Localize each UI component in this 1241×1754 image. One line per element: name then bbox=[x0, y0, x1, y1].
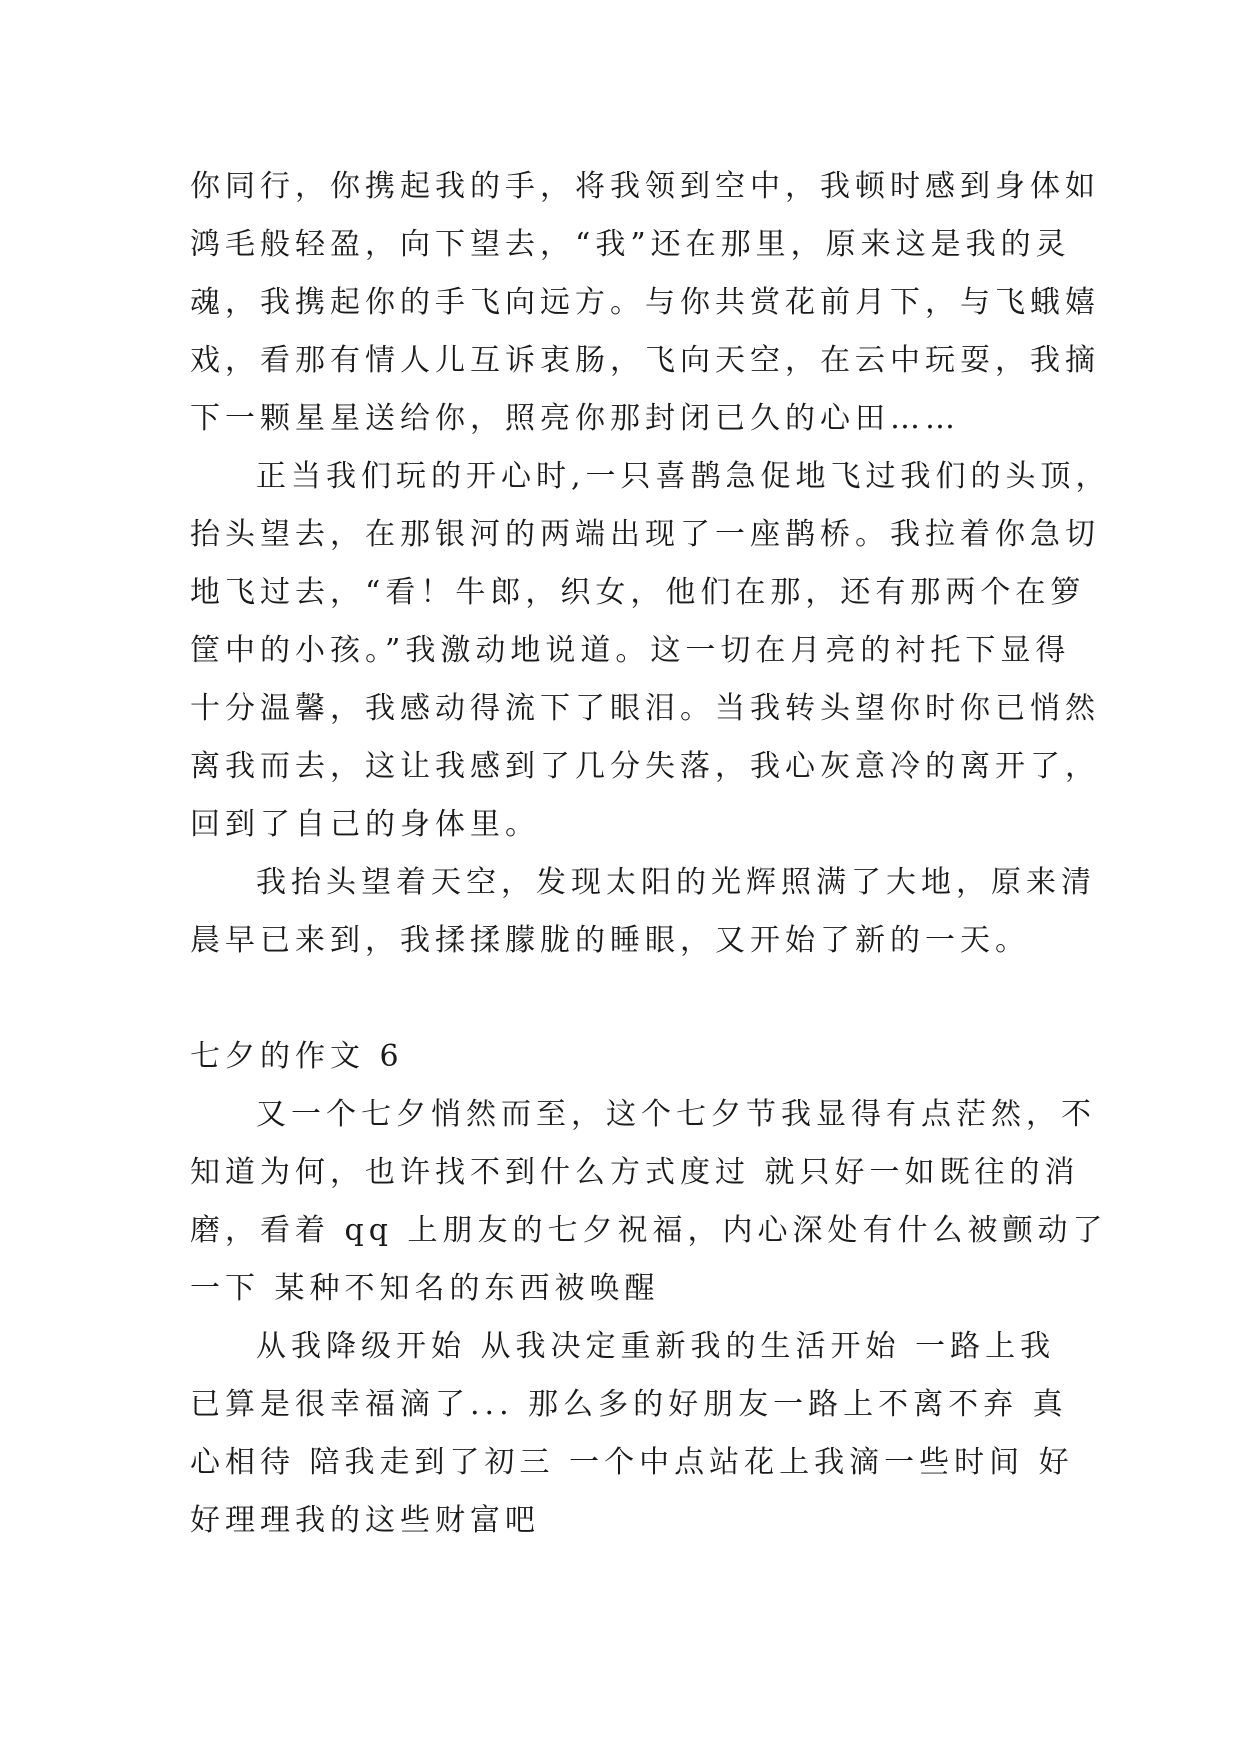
paragraph-line: 磨，看着 qq 上朋友的七夕祝福，内心深处有什么被颤动了 bbox=[190, 1213, 1108, 1248]
paragraph-line: 从我降级开始 从我决定重新我的生活开始 一路上我 bbox=[256, 1329, 1056, 1364]
paragraph-line: 戏，看那有情人儿互诉衷肠，飞向天空，在云中玩耍，我摘 bbox=[190, 343, 1100, 378]
paragraph-line: 十分温馨，我感动得流下了眼泪。当我转头望你时你已悄然 bbox=[190, 691, 1100, 726]
paragraph-line: 回到了自己的身体里。 bbox=[190, 807, 540, 842]
paragraph-3 bbox=[190, 854, 1096, 970]
paragraph-line: 又一个七夕悄然而至，这个七夕节我显得有点茫然，不 bbox=[256, 1097, 1096, 1132]
paragraph-line: 正当我们玩的开心时,一只喜鹊急促地飞过我们的头顶， bbox=[256, 459, 1111, 494]
document-body bbox=[190, 158, 1111, 1550]
paragraph-line: 地飞过去，“看！牛郎，织女，他们在那，还有那两个在箩 bbox=[190, 575, 1086, 610]
paragraph-line: 筐中的小孩。”我激动地说道。这一切在月亮的衬托下显得 bbox=[190, 633, 1071, 668]
paragraph-line: 你同行，你携起我的手，将我领到空中，我顿时感到身体如 bbox=[190, 169, 1100, 204]
paragraph-line: 已算是很幸福滴了... 那么多的好朋友一路上不离不弃 真 bbox=[190, 1387, 1068, 1422]
paragraph-line: 下一颗星星送给你，照亮你那封闭已久的心田…… bbox=[190, 401, 960, 436]
paragraph-line: 鸿毛般轻盈，向下望去，“我”还在那里，原来这是我的灵 bbox=[190, 227, 1071, 262]
paragraph-line: 我抬头望着天空，发现太阳的光辉照满了大地，原来清 bbox=[256, 865, 1096, 900]
paragraph-1 bbox=[190, 158, 1100, 448]
paragraph-2 bbox=[190, 448, 1111, 854]
paragraph-5 bbox=[190, 1318, 1074, 1550]
paragraph-line: 心相待 陪我走到了初三 一个中点站花上我滴一些时间 好 bbox=[190, 1445, 1074, 1480]
paragraph-4 bbox=[190, 1086, 1108, 1318]
section-title: 七夕的作文 6 bbox=[190, 1039, 404, 1074]
section-gap bbox=[190, 970, 1060, 1028]
paragraph-line: 晨早已来到，我揉揉朦胧的睡眼，又开始了新的一天。 bbox=[190, 923, 1030, 958]
paragraph-line: 一下 某种不知名的东西被唤醒 bbox=[190, 1271, 660, 1306]
paragraph-line: 知道为何，也许找不到什么方式度过 就只好一如既往的消 bbox=[190, 1155, 1080, 1190]
paragraph-line: 好理理我的这些财富吧 bbox=[190, 1503, 540, 1538]
paragraph-line: 抬头望去，在那银河的两端出现了一座鹊桥。我拉着你急切 bbox=[190, 517, 1100, 552]
paragraph-line: 魂，我携起你的手飞向远方。与你共赏花前月下，与飞蛾嬉 bbox=[190, 285, 1100, 320]
paragraph-line: 离我而去，这让我感到了几分失落，我心灰意冷的离开了， bbox=[190, 749, 1100, 784]
